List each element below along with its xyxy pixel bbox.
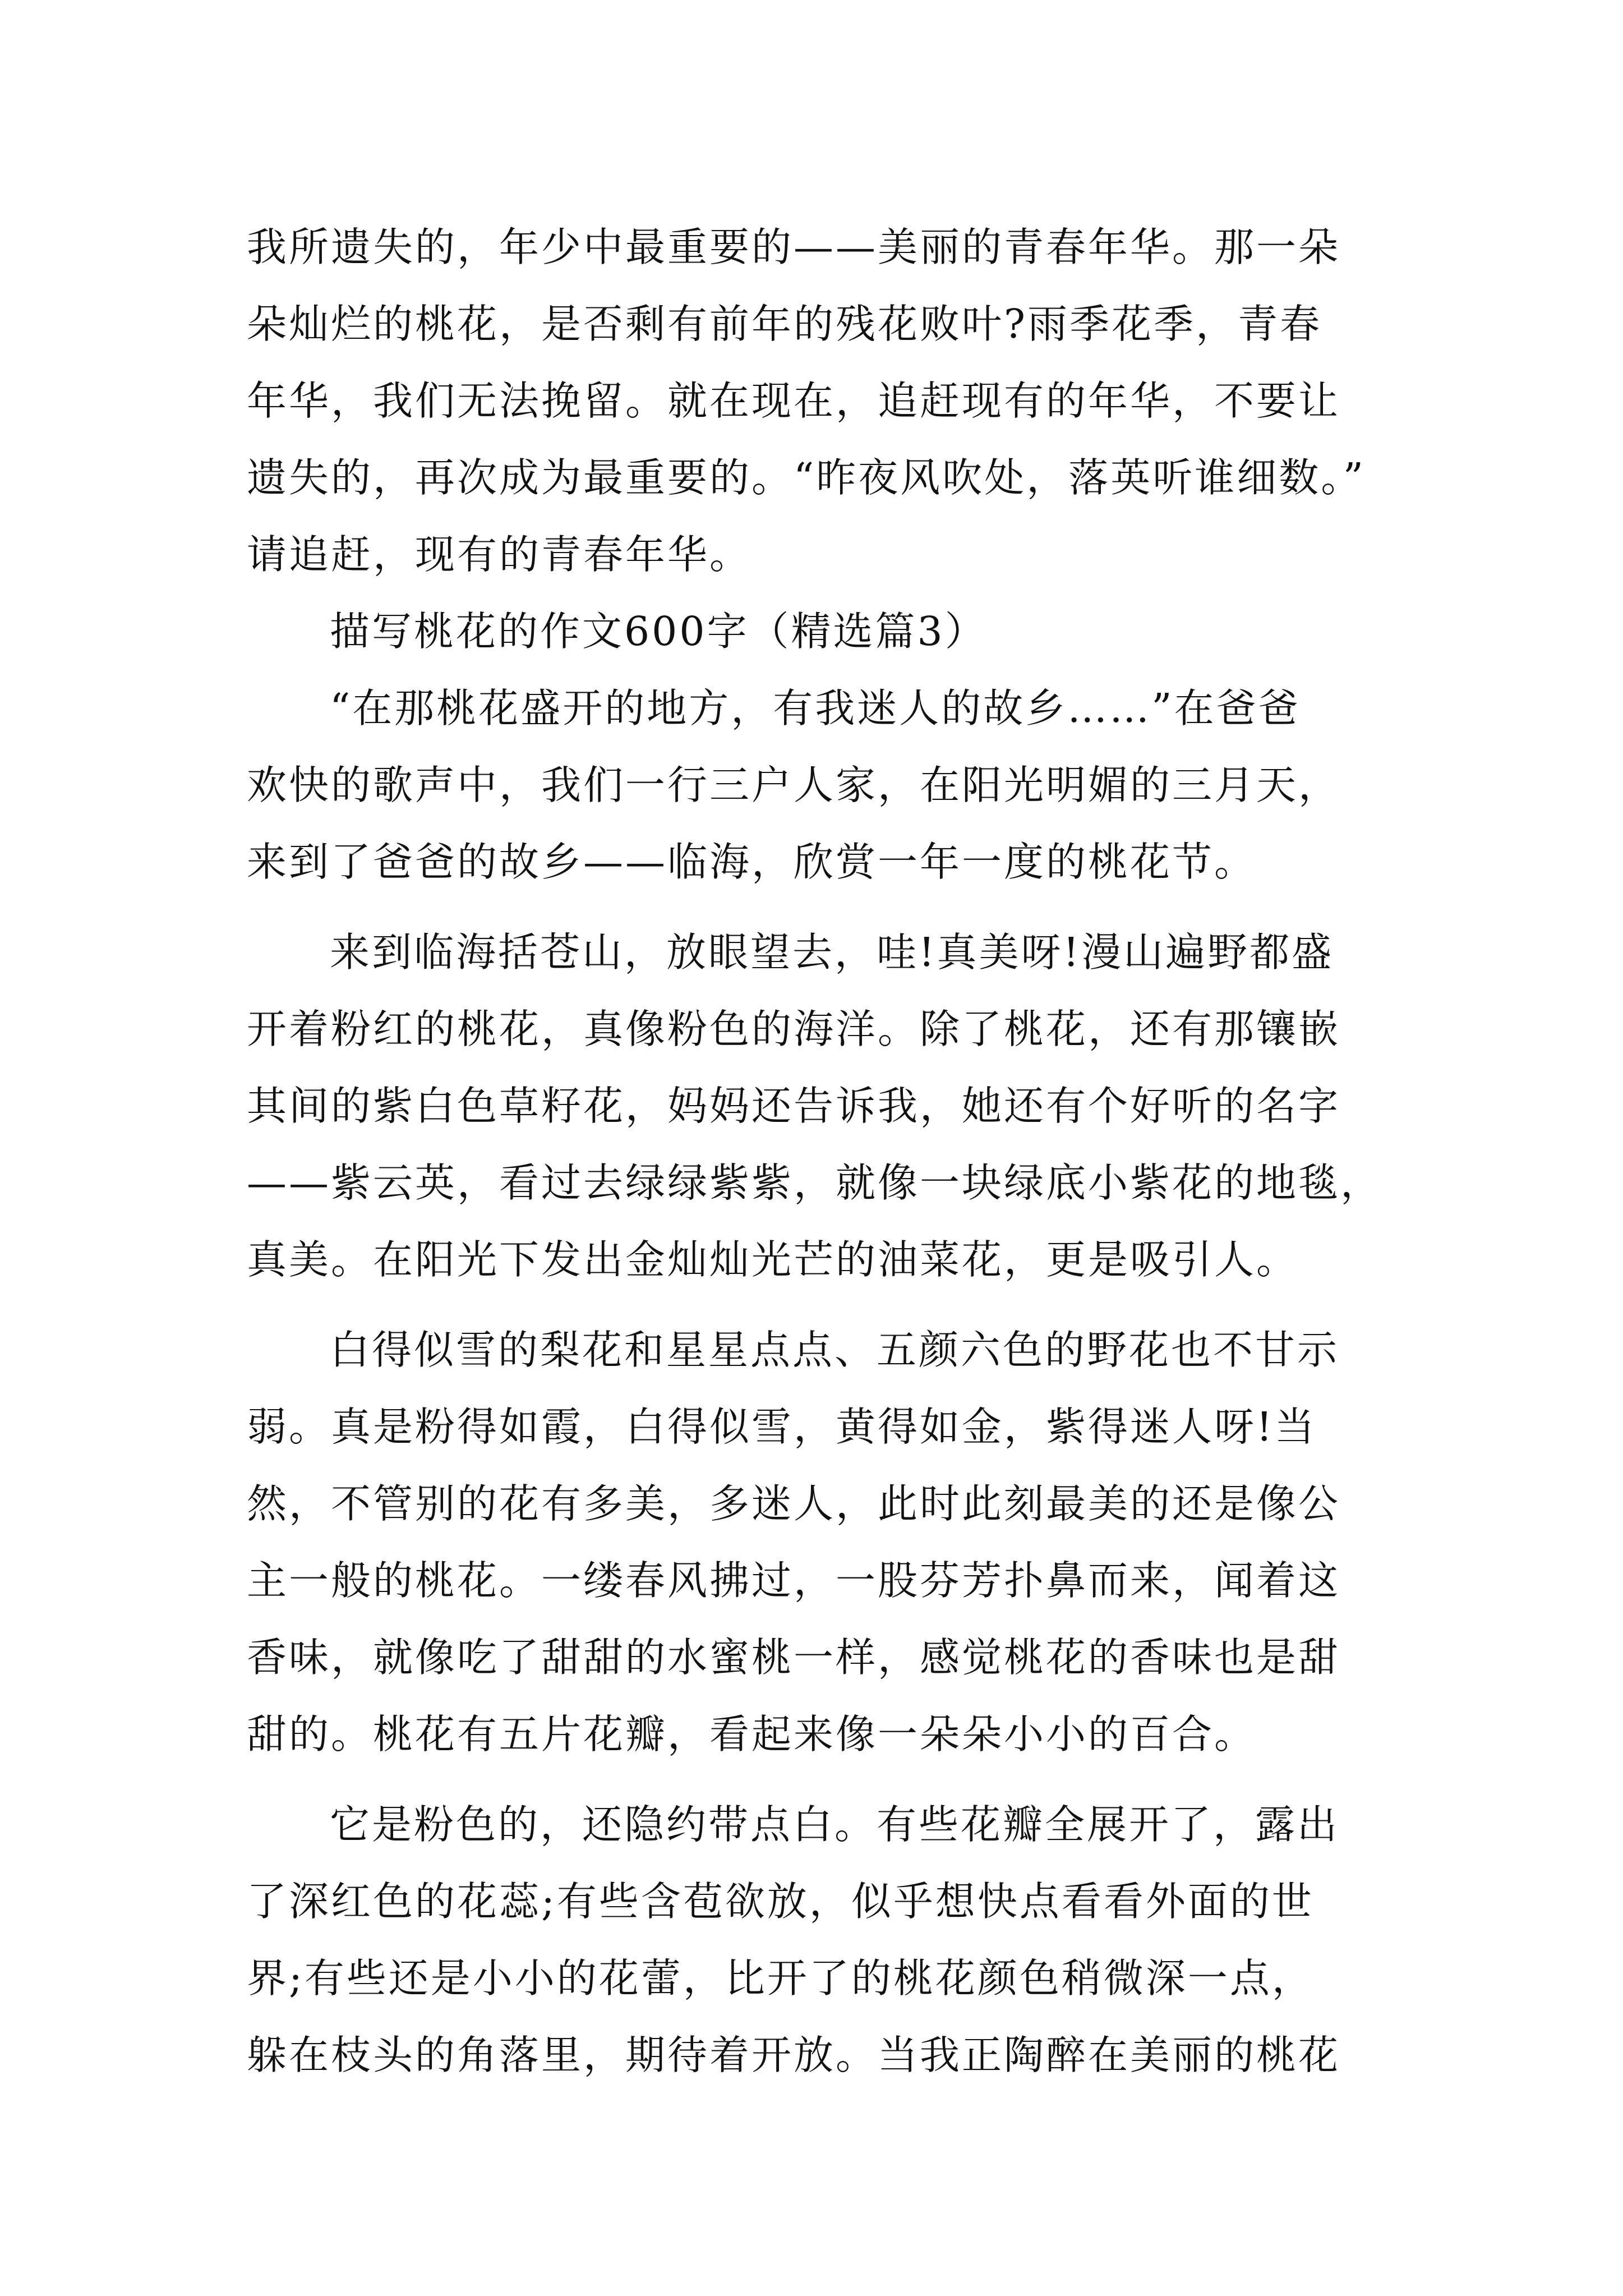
text-line: 遗失的，再次成为最重要的。“昨夜风吹处，落英听谁细数。”: [247, 454, 1366, 501]
text-line: 朵灿烂的桃花，是否剩有前年的残花败叶?雨季花季，青春: [247, 301, 1322, 347]
text-line: 开着粉红的桃花，真像粉色的海洋。除了桃花，还有那镶嵌: [247, 1006, 1341, 1052]
text-line: 来到临海括苍山，放眼望去，哇!真美呀!漫山遍野都盛: [330, 929, 1334, 976]
text-line: 甜的。桃花有五片花瓣，看起来像一朵朵小小的百合。: [247, 1711, 1257, 1757]
text-line: 其间的紫白色草籽花，妈妈还告诉我，她还有个好听的名字: [247, 1083, 1341, 1129]
text-line: 香味，就像吃了甜甜的水蜜桃一样，感觉桃花的香味也是甜: [247, 1634, 1341, 1681]
paragraph-gap: [247, 1773, 1391, 1786]
text-line: 来到了爸爸的故乡——临海，欣赏一年一度的桃花节。: [247, 839, 1257, 885]
text-line: 年华，我们无法挽留。就在现在，追赶现有的年华，不要让: [247, 378, 1341, 424]
text-line: 请追赶，现有的青春年华。: [247, 531, 752, 578]
text-line: 弱。真是粉得如霞，白得似雪，黄得如金，紫得迷人呀!当: [247, 1404, 1317, 1450]
article-body: [247, 209, 1391, 2093]
text-line: 然，不管别的花有多美，多迷人，此时此刻最美的还是像公: [247, 1480, 1341, 1527]
paragraph-gap: [247, 900, 1391, 914]
text-line: 它是粉色的，还隐约带点白。有些花瓣全展开了，露出: [330, 1801, 1340, 1848]
text-line: 躲在枝头的角落里，期待着开放。当我正陶醉在美丽的桃花: [247, 2032, 1341, 2078]
text-line: 白得似雪的梨花和星星点点、五颜六色的野花也不甘示: [330, 1327, 1340, 1373]
section-heading: 描写桃花的作文600字（精选篇3）: [330, 608, 987, 655]
text-line: 真美。在阳光下发出金灿灿光芒的油菜花，更是吸引人。: [247, 1236, 1299, 1283]
text-line: 我所遗失的，年少中最重要的——美丽的青春年华。那一朵: [247, 224, 1341, 270]
text-line: “在那桃花盛开的地方，有我迷人的故乡……”在爸爸: [330, 685, 1301, 731]
paragraph-gap: [247, 1298, 1391, 1312]
text-line: 欢快的歌声中，我们一行三户人家，在阳光明媚的三月天，: [247, 762, 1341, 808]
text-line: 界;有些还是小小的花蕾，比开了的桃花颜色稍微深一点，: [247, 1955, 1314, 2001]
text-line: 了深红色的花蕊;有些含苞欲放，似乎想快点看看外面的世: [247, 1878, 1314, 1925]
text-line: 主一般的桃花。一缕春风拂过，一股芬芳扑鼻而来，闻着这: [247, 1557, 1341, 1604]
text-line: ——紫云英，看过去绿绿紫紫，就像一块绿底小紫花的地毯，: [247, 1159, 1383, 1206]
